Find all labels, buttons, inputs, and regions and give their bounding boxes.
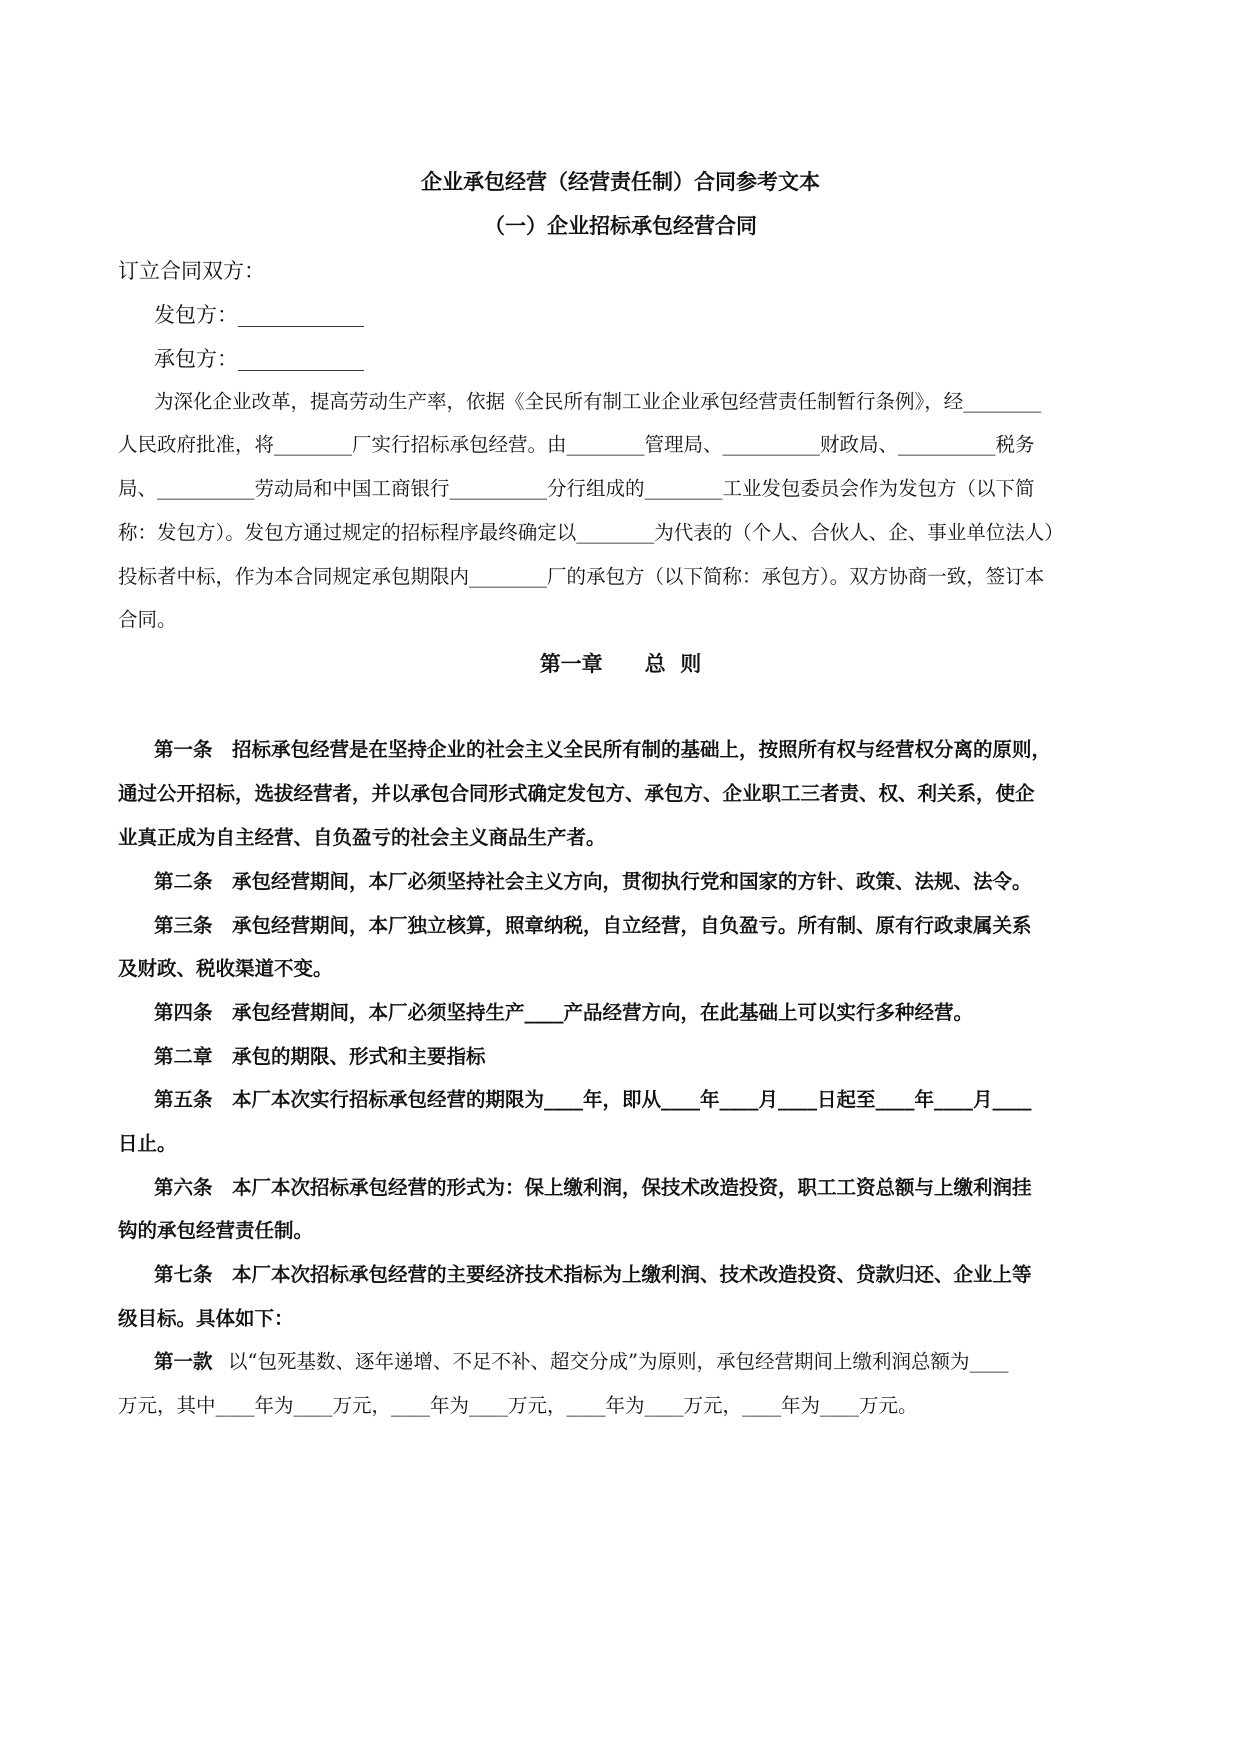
preamble-line: 投标者中标，作为本合同规定承包期限内________厂的承包方（以下简称：承包方）。双方协商一致，签订本 [118,565,1045,588]
document-title: 企业承包经营（经营责任制）合同参考文本 [421,169,820,194]
article-7-line: 第七条 本厂本次招标承包经营的主要经济技术指标为上缴利润、技术改造投资、贷款归还、企业上等 [154,1263,1032,1286]
article-1-line: 第一条 招标承包经营是在坚持企业的社会主义全民所有制的基础上，按照所有权与经营权分离的原则， [154,738,1052,761]
preamble-line: 人民政府批准，将________厂实行招标承包经营。由________管理局、__________财政局、__________税务 [118,433,1035,456]
chapter-1-heading: 第一章 总 则 [539,651,702,676]
preamble-line: 局、__________劳动局和中国工商银行__________分行组成的________工业发包委员会作为发包方（以下简 [118,477,1035,500]
article-1-line: 业真正成为自主经营、自负盈亏的社会主义商品生产者。 [118,826,606,849]
article-5-line: 第五条 本厂本次实行招标承包经营的期限为____年，即从____年____月____日起至____年____月____ [154,1088,1032,1111]
document-subtitle: （一）企业招标承包经营合同 [484,213,757,238]
clause-1-line: 以“包死基数、逐年递增、不足不补、超交分成”为原则，承包经营期间上缴利润总额为____ [228,1350,1009,1373]
article-6-line: 钩的承包经营责任制。 [118,1219,314,1242]
party-a-line: 发包方：____________ [154,303,364,327]
parties-heading: 订立合同双方： [118,259,265,283]
article-4: 第四条 承包经营期间，本厂必须坚持生产____产品经营方向，在此基础上可以实行多种经营。 [154,1001,974,1024]
article-6-line: 第六条 本厂本次招标承包经营的形式为：保上缴利润，保技术改造投资，职工工资总额与上缴利润挂 [154,1176,1032,1199]
clause-1-line: 万元，其中____年为____万元，____年为____万元，____年为____万元，____年为____万元。 [118,1394,918,1417]
article-5-line: 日止。 [118,1132,177,1155]
article-3-line: 及财政、税收渠道不变。 [118,957,333,980]
article-1-line: 通过公开招标，选拔经营者，并以承包合同形式确定发包方、承包方、企业职工三者责、权、利关系，使企 [118,782,1035,805]
preamble-line: 为深化企业改革，提高劳动生产率，依据《全民所有制工业企业承包经营责任制暂行条例》，经________ [154,390,1042,413]
preamble-line: 称：发包方）。发包方通过规定的招标程序最终确定以________为代表的（个人、合伙人、企、事业单位法人） [118,521,1064,544]
article-3-line: 第三条 承包经营期间，本厂独立核算，照章纳税，自立经营，自负盈亏。所有制、原有行政隶属关系 [154,914,1032,937]
article-2: 第二条 承包经营期间，本厂必须坚持社会主义方向，贯彻执行党和国家的方针、政策、法规、法令。 [154,870,1032,893]
party-b-line: 承包方：____________ [154,347,364,371]
article-7-line: 级目标。具体如下： [118,1307,294,1330]
clause-1-label: 第一款 [154,1350,213,1373]
preamble-line: 合同。 [118,608,177,631]
chapter-2-heading: 第二章 承包的期限、形式和主要指标 [154,1045,486,1068]
